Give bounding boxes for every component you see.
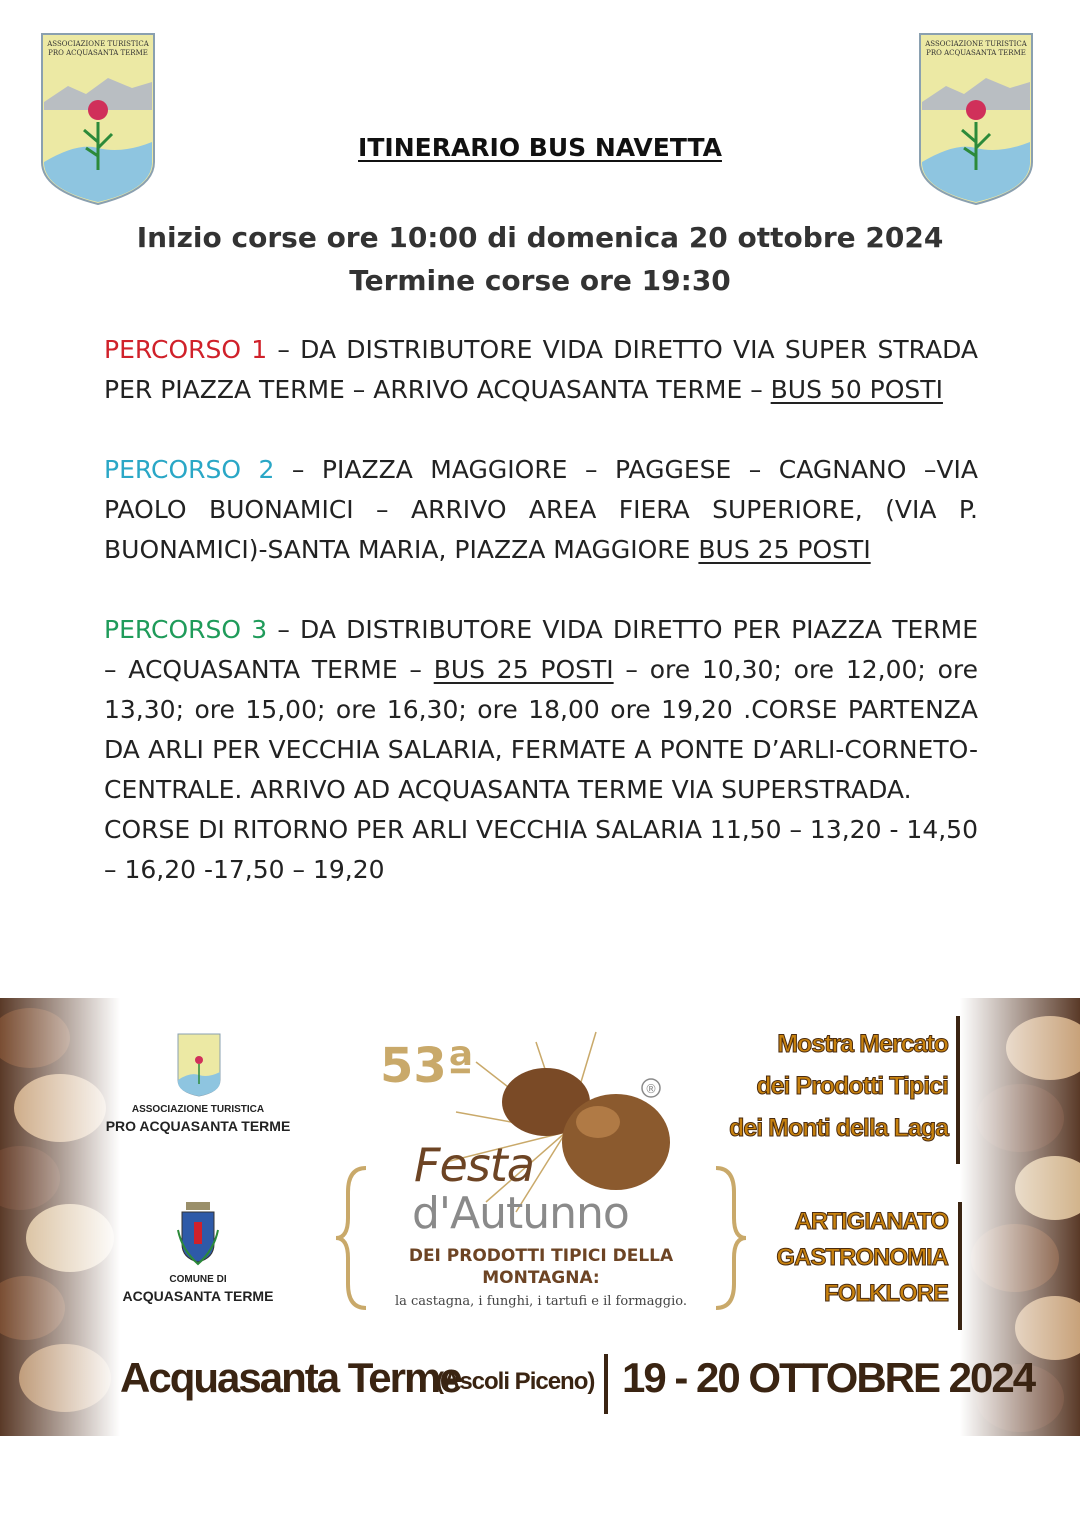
route-3-times: – ore 10,30; ore 12,00; ore 13,30; ore 15,00; ore 16,30; ore 18,00 ore 19,20 .CORSE PARTENZA DA ARLI PER VECCHIA SALARIA, FERMATE A PONTE D’ARLI-CORNETO-CENTRALE. ARRIVO AD ACQUASANTA TERME VIA SUPERSTRADA. [104,655,978,804]
route-2-text: – PIAZZA MAGGIORE – PAGGESE – CAGNANO –VIA PAOLO BUONAMICI – ARRIVO AREA FIERA SUPERIORE, (VIA P. BUONAMICI)-SANTA MARIA, PIAZZA MAGGIORE [104,455,978,564]
crest-logo-left [38,30,158,208]
comune-label-2: ACQUASANTA TERME [122,1288,274,1304]
route-3 [104,610,978,810]
svg-text:PRO ACQUASANTA TERME: PRO ACQUASANTA TERME [926,49,1026,57]
festival-name-autunno: d'Autunno [412,1188,629,1239]
association-label-1: ASSOCIAZIONE TURISTICA [131,1104,265,1115]
route-2 [104,450,978,570]
divider-bar [956,1016,960,1164]
route-2-label: PERCORSO 2 [104,455,275,484]
route-1-text: – DA DISTRIBUTORE VIDA DIRETTO VIA SUPER STRADA PER PIAZZA TERME – ARRIVO ACQUASANTA TERME – [104,335,978,404]
category-artigianato: ARTIGIANATO [794,1208,948,1235]
comune-coat-of-arms [176,1200,220,1266]
festival-edition: 53ª [380,1038,474,1094]
svg-text:PRO ACQUASANTA TERME: PRO ACQUASANTA TERME [48,49,148,57]
document-title: ITINERARIO BUS NAVETTA [358,133,722,162]
svg-text:ASSOCIAZIONE TURISTICA: ASSOCIAZIONE TURISTICA [925,40,1027,48]
schedule-start: Inizio corse ore 10:00 di domenica 20 ottobre 2024 [136,221,944,254]
event-banner [0,998,1080,1436]
route-3-bus: BUS 25 POSTI [433,655,614,684]
route-3-return: CORSE DI RITORNO PER ARLI VECCHIA SALARIA 11,50 – 13,20 - 14,50 – 16,20 -17,50 – 19,20 [104,815,978,884]
association-logo [176,1032,222,1098]
route-1-bus: BUS 50 POSTI [770,375,943,404]
route-1-label: PERCORSO 1 [104,335,268,364]
mostra-line-2: dei Prodotti Tipici [756,1072,948,1100]
svg-text:ASSOCIAZIONE TURISTICA: ASSOCIAZIONE TURISTICA [47,40,149,48]
festival-products: la castagna, i funghi, i tartufi e il formaggio. [394,1294,687,1309]
event-province: (Ascoli Piceno) [436,1368,595,1395]
category-gastronomia: GASTRONOMIA [776,1244,948,1271]
schedule-end: Termine corse ore 19:30 [349,264,731,297]
festival-name-festa: Festa [414,1138,534,1192]
event-location: Acquasanta Terme [120,1354,461,1401]
festival-subtitle-1: DEI PRODOTTI TIPICI DELLA [408,1246,674,1266]
comune-label-1: COMUNE DI [169,1274,227,1285]
svg-text:®: ® [645,1082,657,1096]
mostra-line-3: dei Monti della Laga [729,1114,948,1142]
route-3-label: PERCORSO 3 [104,615,268,644]
event-dates: 19 - 20 OTTOBRE 2024 [622,1354,1035,1401]
route-1 [104,330,978,410]
association-label-2: PRO ACQUASANTA TERME [105,1118,291,1134]
festival-subtitle-2: MONTAGNA: [482,1268,600,1288]
chestnut-photo-left [0,998,120,1436]
crest-logo-right [916,30,1036,208]
route-2-bus: BUS 25 POSTI [698,535,871,564]
mostra-line-1: Mostra Mercato [777,1030,948,1058]
divider-bar [604,1354,608,1414]
divider-bar [958,1202,962,1330]
route-3-text: – DA DISTRIBUTORE VIDA DIRETTO PER PIAZZA TERME – ACQUASANTA TERME – [104,615,978,684]
category-folklore: FOLKLORE [824,1280,948,1307]
routes-section [104,330,978,890]
